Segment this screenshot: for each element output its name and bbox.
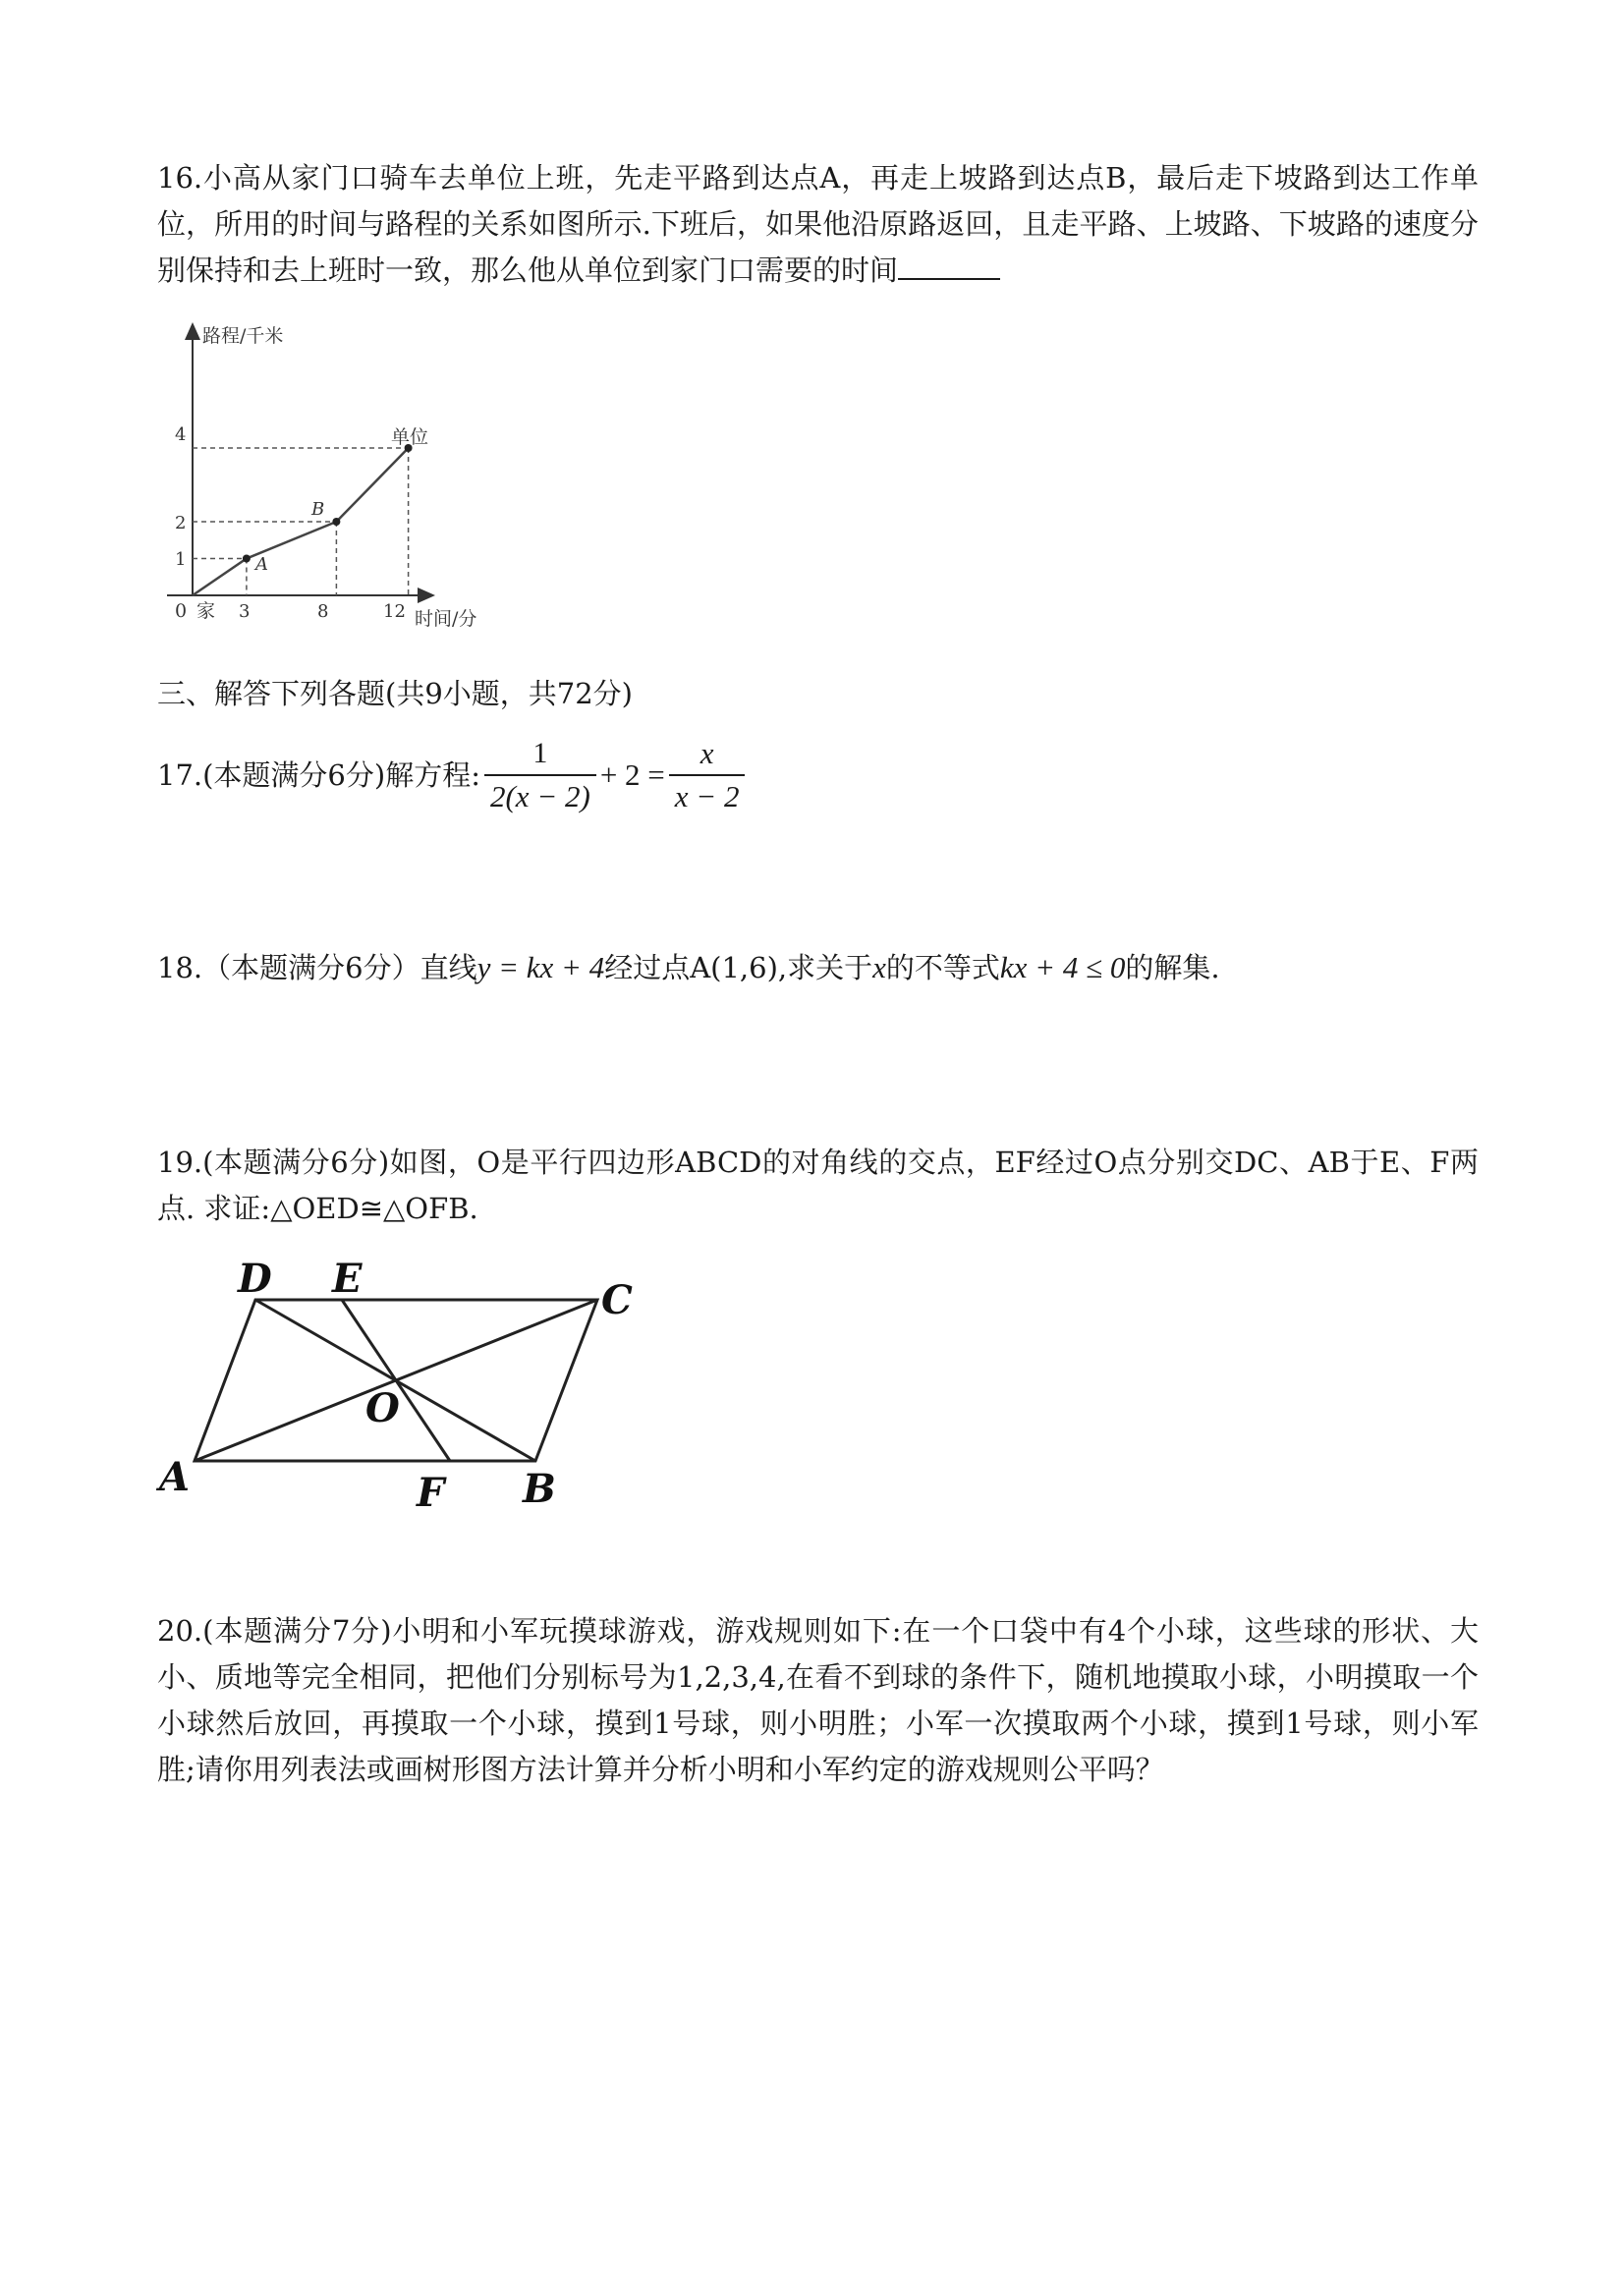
fraction-right-denominator: x − 2 [674,779,740,813]
home-label: 家 [196,600,216,622]
workplace-label: 单位 [391,426,429,448]
y-tick-1: 1 [175,549,187,570]
question-18-part1: 18.（本题满分6分）直线 [157,951,477,984]
line-equation: y = kx + 4 [476,950,605,984]
question-18 [157,948,1220,987]
y-axis-label: 路程/千米 [202,325,284,347]
x-tick-3: 3 [239,601,251,622]
label-b: B [523,1466,556,1512]
question-19: 19.(本题满分6分)如图，O是平行四边形ABCD的对角线的交点，EF经过O点分别交DC、AB于E、F两点. 求证:△OED≅△OFB. [157,1146,1479,1225]
graph-point-2 [332,518,340,526]
equation-middle: + 2 = [599,757,665,792]
question-17 [157,731,749,817]
question-20: 20.(本题满分7分)小明和小军玩摸球游戏，游戏规则如下:在一个口袋中有4个小球，这些球的形状、大小、质地等完全相同，把他们分别标号为1,2,3,4,在看不到球的条件下，随机地摸取小球，小明摸取一个小球然后放回，再摸取一个小球，摸到1号球，则小明胜；小军一次摸取两个小球，摸到1号球，则小军胜;请你用列表法或画树形图方法计算并分析小明和小军约定的游戏规则公平吗？ [157,1614,1479,1786]
section-heading: 三、解答下列各题(共9小题，共72分) [157,677,633,710]
inequality: kx + 4 ≤ 0 [999,950,1126,984]
point-b-label: B [311,499,325,520]
label-f: F [417,1470,445,1516]
point-a-label: A [255,554,268,575]
x-tick-8: 8 [317,601,329,622]
question-18-part4: 的解集. [1125,951,1220,984]
question-16 [157,155,1479,294]
label-c: C [601,1277,633,1323]
variable-x: x [872,950,886,984]
x-tick-12: 12 [383,601,406,622]
origin-label: 0 [175,600,188,622]
label-d: D [238,1256,272,1302]
fraction-left-denominator: 2(x − 2) [489,779,590,813]
question-18-part2: 经过点A(1,6),求关于 [604,951,873,984]
answer-blank [898,251,1000,280]
question-17-prefix: 17.(本题满分6分)解方程: [157,758,480,792]
parallelogram-figure [147,1253,658,1518]
segment-ef [342,1300,450,1461]
fraction-right [669,737,746,813]
question-18-part3: 的不等式 [885,951,1000,984]
fraction-right-numerator: x [669,737,746,776]
label-a: A [159,1454,191,1500]
y-tick-2: 2 [175,513,187,533]
graph-point-1 [243,555,251,563]
distance-time-graph [147,312,501,642]
x-axis-label: 时间/分 [415,608,477,630]
label-e: E [332,1256,363,1302]
y-tick-4: 4 [175,424,187,445]
fraction-left [484,737,596,813]
question-16-text: 16.小高从家门口骑车去单位上班，先走平路到达点A，再走上坡路到达点B，最后走下坡路到达工作单位，所用的时间与路程的关系如图所示.下班后，如果他沿原路返回，且走平路、上坡路、下坡路的速度分别保持和去上班时一致，那么他从单位到家门口需要的时间 [157,161,1479,287]
fraction-left-numerator: 1 [484,737,596,776]
label-o: O [365,1385,400,1431]
